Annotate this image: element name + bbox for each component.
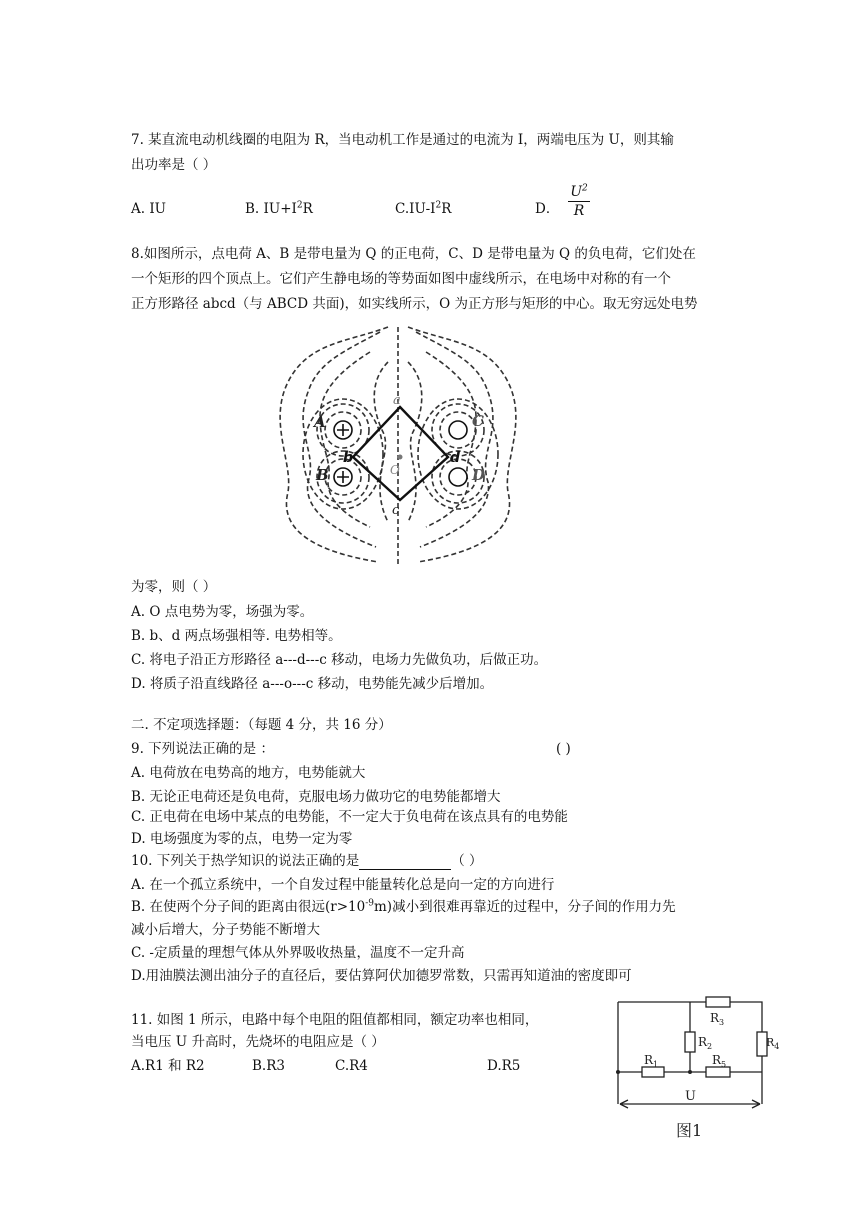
q9-answer-paren: ( ): [556, 741, 571, 757]
q8-stem-line3: 正方形路径 abcd（与 ABCD 共面)，如实线所示，O 为正方形与矩形的中心。取无穷远处电势: [131, 296, 698, 312]
q10-stem: 10. 下列关于热学知识的说法正确的是 （ ）: [131, 853, 483, 869]
q9-option-d: D. 电场强度为零的点，电势一定为零: [131, 831, 353, 847]
q11-stem-line2: 当电压 U 升高时，先烧坏的电阻应是（ ）: [131, 1034, 385, 1050]
q10-option-d: D.用油膜法测出油分子的直径后，要估算阿伏加德罗常数，只需再知道油的密度即可: [131, 968, 632, 984]
q8-label-c: c: [392, 503, 400, 518]
q9-stem: 9. 下列说法正确的是 ：: [131, 741, 274, 757]
q10-option-a: A. 在一个孤立系统中，一个自发过程中能量转化总是向一定的方向进行: [131, 877, 555, 893]
q10-option-c: C. -定质量的理想气体从外界吸收热量，温度不一定升高: [131, 945, 465, 961]
q11-option-d: D.R5: [487, 1058, 521, 1074]
q8-label-B: B: [316, 466, 329, 484]
q11-label-r1: $R_1$: [644, 1053, 659, 1069]
q7-option-a: A. IU: [131, 201, 167, 217]
q11-label-r2: $R_2$: [698, 1035, 713, 1051]
q7-option-d-fraction: $\frac{U^2}{R}$: [568, 184, 590, 219]
q11-label-r3: $R_3$: [710, 1011, 725, 1027]
q11-option-b: B.R3: [252, 1058, 285, 1074]
q8-stem-line2: 一个矩形的四个顶点上。它们产生静电场的等势面如图中虚线所示，在电场中对称的有一个: [131, 271, 671, 287]
q8-option-d: D. 将质子沿直线路径 a---o---c 移动，电势能先减少后增加。: [131, 676, 494, 692]
q11-label-r4: $R_4$: [766, 1036, 780, 1051]
q7-option-d: D．: [535, 201, 560, 217]
q11-label-u: U: [685, 1089, 696, 1104]
q8-label-a: a: [393, 393, 401, 408]
q11-label-r5: $R_5$: [712, 1053, 727, 1069]
q8-label-C: C: [472, 412, 484, 430]
q8-option-b: B. b、d 两点场强相等. 电势相等。: [131, 628, 342, 644]
q9-option-c: C. 正电荷在电场中某点的电势能，不一定大于负电荷在该点具有的电势能: [131, 809, 568, 825]
q11-stem-line1: 11. 如图 1 所示，电路中每个电阻的阻值都相同，额定功率也相同，: [131, 1012, 539, 1028]
q8-label-b: b: [343, 448, 354, 466]
q7-stem-line2: 出功率是（ ）: [131, 157, 217, 173]
q9-option-a: A. 电荷放在电势高的地方，电势能就大: [131, 765, 366, 781]
q8-label-d: d: [450, 448, 461, 466]
q8-equipotential-figure: [248, 322, 538, 572]
q9-option-b: B. 无论正电荷还是负电荷，克服电场力做功它的电势能都增大: [131, 789, 501, 805]
section-title: 二. 不定项选择题：（每题 4 分，共 16 分）: [131, 717, 392, 733]
q8-label-A: A: [314, 413, 326, 431]
q8-label-O: O: [390, 463, 400, 477]
q7-stem-line1: 7. 某直流电动机线圈的电阻为 R，当电动机工作是通过的电流为 I，两端电压为 U，则其输: [131, 132, 674, 148]
q11-figure-caption: 图1: [676, 1121, 703, 1140]
q8-option-a: A. O 点电势为零，场强为零。: [131, 604, 314, 620]
q11-circuit-figure: [606, 994, 780, 1144]
q8-option-c: C. 将电子沿正方形路径 a---d---c 移动，电场力先做负功，后做正功。: [131, 652, 548, 668]
q10-option-b-line1: B. 在使两个分子间的距离由很远$(r>10^{-9}m)$减小到很难再靠近的过程中，分子间的作用力先: [131, 898, 676, 915]
q10-blank: [359, 855, 451, 870]
q8-label-D: D: [472, 466, 486, 484]
q7-option-c: $C.IU-I^2R$: [395, 200, 452, 217]
q11-option-c: C.R4: [335, 1058, 368, 1074]
q7-option-b: B. $IU+I^2R$: [245, 200, 313, 217]
q8-stem-line1: 8.如图所示，点电荷 A、B 是带电量为 Q 的正电荷，C、D 是带电量为 Q 的负电荷，它们处在: [131, 246, 696, 262]
q11-option-a: A.R1 和 R2: [131, 1058, 205, 1074]
q8-stem-line4: 为零，则（ ）: [131, 579, 217, 595]
q10-option-b-line2: 减小后增大，分子势能不断增大: [131, 922, 320, 938]
